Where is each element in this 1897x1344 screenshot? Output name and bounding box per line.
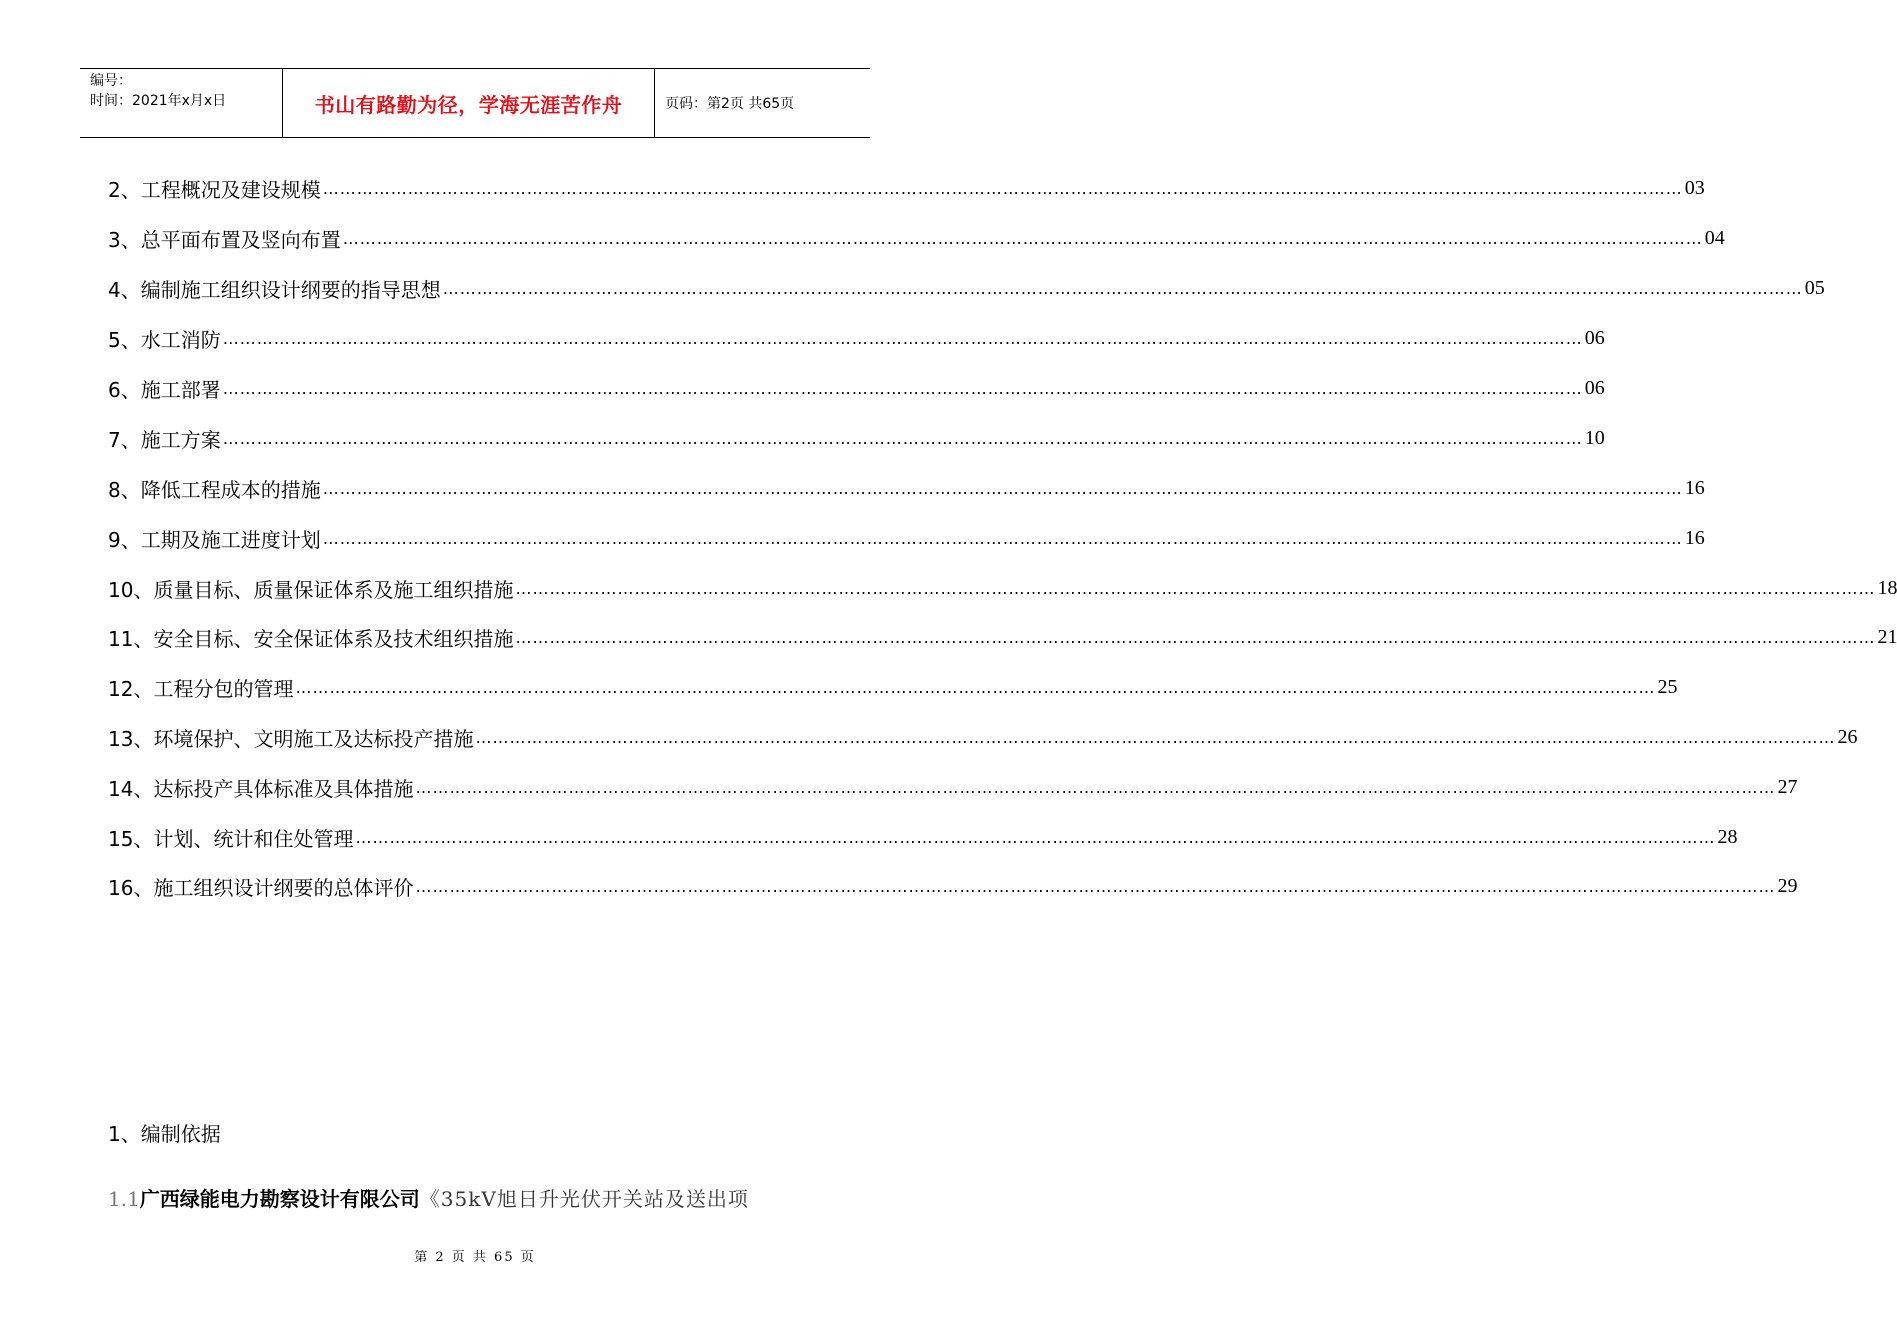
header-meta [80,69,282,137]
toc-entry-title: 8、降低工程成本的措施 [108,477,321,502]
toc-entry-title: 4、编制施工组织设计纲要的指导思想 [108,277,441,302]
toc-entry-title: 6、施工部署 [108,377,221,402]
toc-entry-title: 7、施工方案 [108,427,221,452]
toc-entry-page: 06 [1584,376,1605,399]
page-footer: 第 2 页 共 65 页 [414,1250,536,1265]
toc-entry-title: 11、安全目标、安全保证体系及技术组织措施 [108,626,514,651]
toc-entry [108,420,1605,456]
paragraph-number: 1.1 [108,1187,140,1211]
toc-entry [108,570,1897,606]
toc-entry-page: 27 [1777,775,1798,798]
toc-entry-page: 16 [1684,526,1705,549]
toc-leader-dots: …………………………………………………………………………………………………………………………………………………………………………………………………………………… [515,578,1876,598]
toc-leader-dots: …………………………………………………………………………………………………………………………………………………………………………………………………………………… [222,328,1583,348]
toc-entry-page: 03 [1684,176,1705,199]
toc-leader-dots: …………………………………………………………………………………………………………………………………………………………………………………………………………………… [342,228,1703,248]
header-number-label: 编号： [90,73,132,89]
body-paragraph [108,1183,749,1212]
toc-entry-title: 3、总平面布置及竖向布置 [108,227,341,252]
page-header [80,68,870,138]
toc-entry [108,819,1738,855]
toc-leader-dots: …………………………………………………………………………………………………………………………………………………………………………………………………………………… [222,428,1583,448]
header-page-info: 页码：第2页 共65页 [665,96,795,112]
toc-leader-dots: …………………………………………………………………………………………………………………………………………………………………………………………………………………… [322,178,1683,198]
toc-entry [108,719,1858,755]
toc-entry [108,220,1725,256]
toc-entry-title: 14、达标投产具体标准及具体措施 [108,776,414,801]
toc-entry-page: 26 [1837,725,1858,748]
toc-leader-dots: …………………………………………………………………………………………………………………………………………………………………………………………………………………… [475,727,1836,747]
toc-leader-dots: …………………………………………………………………………………………………………………………………………………………………………………………………………………… [222,378,1583,398]
toc-leader-dots: …………………………………………………………………………………………………………………………………………………………………………………………………………………… [322,478,1683,498]
toc-entry-title: 9、工期及施工进度计划 [108,527,321,552]
toc-entry-page: 04 [1704,226,1725,249]
toc-entry [108,619,1897,655]
toc-leader-dots: …………………………………………………………………………………………………………………………………………………………………………………………………………………… [515,627,1876,647]
toc-entry [108,470,1705,506]
toc-entry [108,370,1605,406]
toc-entry [108,270,1825,306]
toc-entry [108,868,1798,904]
paragraph-document-name: 《35kV旭日升光伏开关站及送出项 [419,1187,749,1211]
header-motto: 书山有路勤为径，学海无涯苦作舟 [282,69,655,137]
toc-entry-title: 5、水工消防 [108,327,221,352]
toc-entry-page: 05 [1804,276,1825,299]
toc-leader-dots: …………………………………………………………………………………………………………………………………………………………………………………………………………………… [355,827,1716,847]
toc-entry [108,170,1705,206]
toc-entry-page: 18 [1877,576,1897,599]
toc-entry-title: 10、质量目标、质量保证体系及施工组织措施 [108,577,514,602]
toc-entry-page: 21 [1877,625,1897,648]
toc-leader-dots: …………………………………………………………………………………………………………………………………………………………………………………………………………………… [442,278,1803,298]
toc-entry-page: 25 [1657,675,1678,698]
toc-leader-dots: …………………………………………………………………………………………………………………………………………………………………………………………………………………… [322,528,1683,548]
section-heading: 1、编制依据 [108,1122,221,1146]
toc-entry [108,320,1605,356]
toc-entry-title: 16、施工组织设计纲要的总体评价 [108,875,414,900]
toc-entry [108,669,1678,705]
toc-entry-title: 12、工程分包的管理 [108,676,294,701]
toc-leader-dots: …………………………………………………………………………………………………………………………………………………………………………………………………………………… [415,876,1776,896]
toc-entry-page: 10 [1584,426,1605,449]
toc-entry [108,769,1798,805]
toc-leader-dots: …………………………………………………………………………………………………………………………………………………………………………………………………………………… [415,777,1776,797]
toc-leader-dots: …………………………………………………………………………………………………………………………………………………………………………………………………………………… [295,677,1656,697]
toc-entry-page: 28 [1717,825,1738,848]
toc-entry-page: 16 [1684,476,1705,499]
toc-entry-page: 06 [1584,326,1605,349]
toc-entry-title: 15、计划、统计和住处管理 [108,826,354,851]
toc-entry-title: 2、工程概况及建设规模 [108,177,321,202]
header-time-label: 时间：2021年x月x日 [90,93,227,109]
paragraph-organization: 广西绿能电力勘察设计有限公司 [139,1187,420,1211]
toc-entry-page: 29 [1777,874,1798,897]
toc-entry-title: 13、环境保护、文明施工及达标投产措施 [108,726,474,751]
toc-entry [108,520,1705,556]
